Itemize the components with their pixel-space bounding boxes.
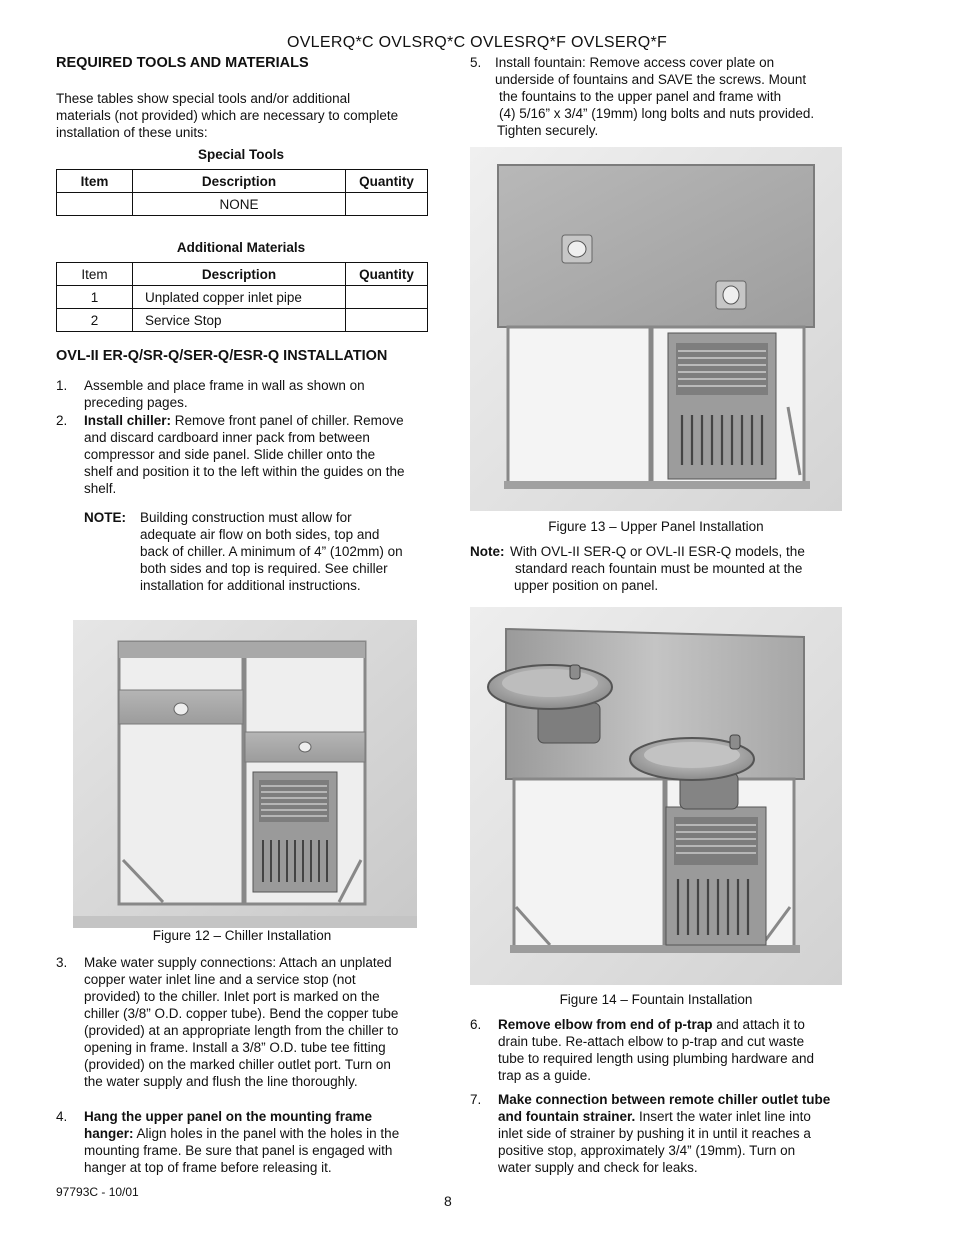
step-7: [470, 1091, 848, 1181]
step-text: [498, 1016, 846, 1084]
special-tools-table: [56, 169, 428, 216]
note-line: adequate air flow on both sides, top and: [140, 527, 380, 542]
chiller-installation-illustration: [73, 620, 417, 928]
step-line: provided) to the chiller. Inlet port is marked on the: [84, 989, 380, 1004]
step-4: [56, 1108, 428, 1180]
step-6: [470, 1016, 846, 1088]
cell-quantity: [346, 286, 428, 309]
step-line: compressor and side panel. Slide chiller onto the: [84, 447, 376, 462]
special-tools-caption: Special Tools: [197, 147, 285, 162]
cell-item: 2: [57, 309, 133, 332]
note-line: installation for additional instructions.: [140, 578, 361, 593]
note-text: [140, 509, 403, 594]
step-line: Insert the water inlet line into: [635, 1109, 811, 1124]
step-line: underside of fountains and SAVE the screws. Mount: [495, 72, 807, 87]
model-numbers-header: OVLERQ*C OVLSRQ*C OVLESRQ*F OVLSERQ*F: [286, 34, 668, 51]
step-line: positive stop, approximately 3/4” (19mm). Turn on: [498, 1143, 796, 1158]
step-3: [56, 954, 428, 1094]
intro-line: installation of these units:: [56, 125, 208, 140]
note-label: NOTE:: [84, 510, 126, 525]
required-tools-intro: [56, 90, 428, 141]
step-bold-lead: Install chiller:: [84, 413, 172, 428]
table-row: [57, 286, 428, 309]
cell-description: NONE: [133, 193, 346, 216]
column-header-description: Description: [133, 170, 346, 193]
step-line: Make water supply connections: Attach an unplated: [84, 955, 392, 970]
step-line: shelf.: [84, 481, 117, 496]
step-text: [84, 954, 430, 1090]
note-line: both sides and top is required. See chiller: [140, 561, 388, 576]
step-line: water supply and check for leaks.: [498, 1160, 698, 1175]
step-text: [84, 1108, 430, 1176]
cell-description: Service Stop: [133, 309, 346, 332]
cell-quantity: [346, 193, 428, 216]
document-code: 97793C - 10/01: [56, 1185, 139, 1199]
step-number: 2.: [56, 413, 68, 428]
step-line: Install fountain: Remove access cover plate on: [495, 55, 775, 70]
page-number: 8: [444, 1193, 452, 1209]
upper-panel-illustration: [470, 147, 842, 511]
step-bold-line: Make connection between remote chiller outlet tube: [498, 1092, 831, 1107]
column-header-description: Description: [133, 263, 346, 286]
note-line: Building construction must allow for: [140, 510, 352, 525]
column-header-item: Item: [57, 170, 133, 193]
installation-heading: OVL-II ER-Q/SR-Q/SER-Q/ESR-Q INSTALLATION: [56, 348, 388, 364]
note-line: With OVL-II SER-Q or OVL-II ESR-Q models, the: [510, 544, 805, 559]
step-line: drain tube. Re-attach elbow to p-trap and cut waste: [498, 1034, 805, 1049]
step-text: [84, 377, 365, 411]
table-row: [57, 309, 428, 332]
figure-14-caption: Figure 14 – Fountain Installation: [559, 992, 753, 1007]
step-number: 1.: [56, 378, 68, 393]
step-text: [498, 1091, 848, 1176]
intro-line: materials (not provided) which are necessary to complete: [56, 108, 399, 123]
step-line: Align holes in the panel with the holes in the: [133, 1126, 400, 1141]
additional-materials-table: [56, 262, 428, 332]
step-bold-line: Hang the upper panel on the mounting frame: [84, 1109, 373, 1124]
figure-12-caption: Figure 12 – Chiller Installation: [152, 928, 332, 943]
step-bold-line: hanger:: [84, 1126, 134, 1141]
note-line: back of chiller. A minimum of 4” (102mm) on: [140, 544, 403, 559]
step-bold-lead: Remove elbow from end of p-trap: [498, 1017, 713, 1032]
step-number: 6.: [470, 1017, 482, 1032]
step-line: the fountains to the upper panel and frame with: [499, 89, 782, 104]
step-text: [84, 412, 430, 497]
step-line: preceding pages.: [84, 395, 188, 410]
table-row: [57, 193, 428, 216]
fountain-installation-illustration: [470, 607, 842, 985]
step-line: mounting frame. Be sure that panel is engaged with: [84, 1143, 393, 1158]
note-line: upper position on panel.: [514, 578, 659, 593]
figure-12-photo: [73, 620, 417, 928]
step-line: copper water inlet line and a service stop (not: [84, 972, 356, 987]
step-1: [56, 377, 428, 413]
additional-materials-caption: Additional Materials: [176, 240, 306, 255]
column-header-quantity: Quantity: [346, 170, 428, 193]
step-line: (provided) on the marked chiller outlet port. Turn on: [84, 1057, 391, 1072]
intro-line: These tables show special tools and/or additional: [56, 91, 351, 106]
step-number: 3.: [56, 955, 68, 970]
figure-13-photo: [470, 147, 842, 511]
step-number: 7.: [470, 1092, 482, 1107]
step-line: Tighten securely.: [497, 123, 599, 138]
step-line: and discard cardboard inner pack from between: [84, 430, 370, 445]
step-line: Assemble and place frame in wall as shown on: [84, 378, 365, 393]
note-air-flow: [84, 509, 430, 599]
step-line: shelf and position it to the left within the guides on the: [84, 464, 405, 479]
step-line: (provided) at an appropriate length from the chiller to: [84, 1023, 399, 1038]
figure-14-photo: [470, 607, 842, 985]
cell-quantity: [346, 309, 428, 332]
table-header-row: [57, 263, 428, 286]
step-line: Remove front panel of chiller. Remove: [171, 413, 404, 428]
step-line: chiller (3/8” O.D. copper tube). Bend the copper tube: [84, 1006, 399, 1021]
step-line: and attach it to: [712, 1017, 805, 1032]
step-line: the water supply and flush the line thoroughly.: [84, 1074, 358, 1089]
step-line: tube to required length using plumbing hardware and: [498, 1051, 814, 1066]
step-5: [470, 54, 842, 144]
note-standard-reach: [470, 543, 842, 597]
note-line: standard reach fountain must be mounted at the: [515, 561, 803, 576]
note-label: Note:: [470, 544, 505, 559]
step-line: trap as a guide.: [498, 1068, 592, 1083]
step-2: [56, 412, 428, 502]
column-header-quantity: Quantity: [346, 263, 428, 286]
cell-description: Unplated copper inlet pipe: [133, 286, 346, 309]
figure-13-caption: Figure 13 – Upper Panel Installation: [548, 519, 764, 534]
step-line: inlet side of strainer by pushing it in until it reaches a: [498, 1126, 811, 1141]
cell-item: [57, 193, 133, 216]
step-line: (4) 5/16” x 3/4” (19mm) long bolts and nuts provided.: [499, 106, 815, 121]
step-number: 5.: [470, 55, 482, 70]
step-text: [495, 54, 845, 139]
step-number: 4.: [56, 1109, 68, 1124]
table-header-row: [57, 170, 428, 193]
step-line: hanger at top of frame before releasing it.: [84, 1160, 332, 1175]
step-line: opening in frame. Install a 3/8” O.D. tube tee fitting: [84, 1040, 386, 1055]
step-bold-line: and fountain strainer.: [498, 1109, 636, 1124]
column-header-item: Item: [57, 263, 133, 286]
cell-item: 1: [57, 286, 133, 309]
note-text: [510, 543, 846, 594]
required-tools-heading: REQUIRED TOOLS AND MATERIALS: [56, 55, 309, 71]
